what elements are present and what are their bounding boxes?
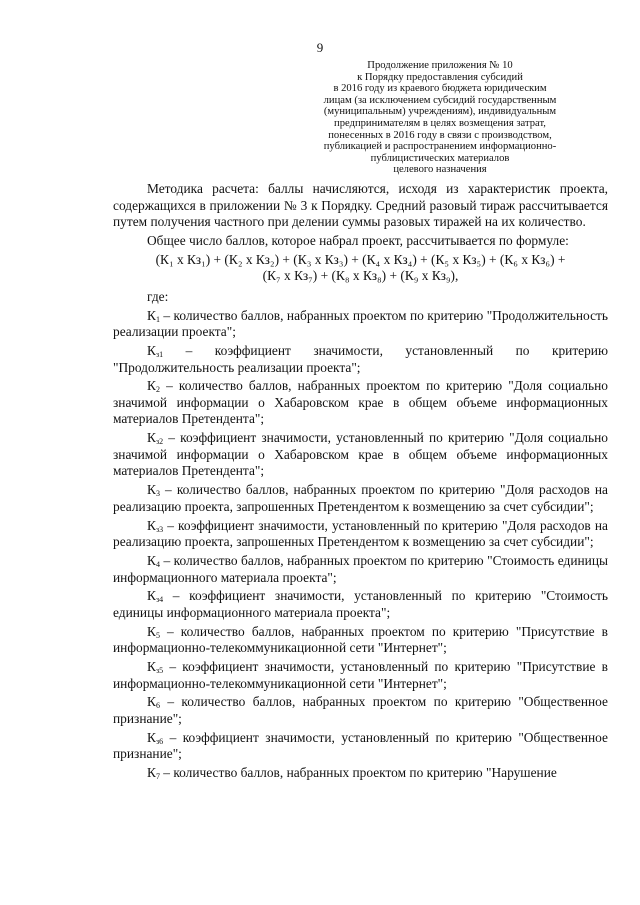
formula-line-2: (К₇ x Кз₇) + (К₈ x Кз₈) + (К₉ x Кз₉),: [262, 268, 459, 284]
coefficient-symbol: $К_{з2}$: [147, 430, 164, 447]
definition-text: – коэффициент значимости, установленный по критерию "Продолжительность реализации проекта";: [113, 342, 608, 375]
definition-text: – количество баллов, набранных проектом по критерию "Доля расходов на реализацию проекта, запрошенных Претендентом к возмещению за счет субсидии";: [113, 482, 608, 514]
annex-header-line: целевого назначения: [393, 164, 487, 176]
document-body: [113, 181, 608, 784]
annex-header-line: понесенных в 2016 году в связи с производством,: [328, 129, 552, 141]
formula-line-1: (К₁ x Кз₁) + (К₂ x Кз₂) + (К₃ x Кз₃) + (К₄ x Кз₄) + (К₅ x Кз₅) + (К₆ x Кз₆) +: [155, 251, 566, 267]
definition-item: [113, 308, 608, 341]
coefficient-symbol: $К_{з3}$: [147, 517, 164, 534]
score-formula: [113, 252, 608, 285]
definition-text: – количество баллов, набранных проектом по критерию "Продолжительность реализации проекта";: [113, 307, 608, 340]
coefficient-symbol: $К_7$: [147, 765, 160, 782]
definition-item: [113, 694, 608, 727]
definition-item: [113, 518, 608, 551]
definition-text: – коэффициент значимости, установленный по критерию "Доля социально значимой информации о Хабаровском крае в общем объеме информационных материалов Претендента";: [113, 430, 608, 479]
definition-item: [113, 378, 608, 428]
definition-text: – коэффициент значимости, установленный по критерию "Присутствие в информационно-телекоммуникационной сети "Интернет";: [113, 659, 608, 691]
annex-header-line: публикацией и распространением информационно-: [323, 141, 557, 153]
definition-text: – коэффициент значимости, установленный по критерию "Стоимость единицы информационного материала проекта";: [113, 588, 608, 620]
definition-item: [113, 588, 608, 621]
definition-item: [113, 765, 608, 782]
annex-header-line: Продолжение приложения № 10: [367, 60, 513, 71]
definition-item: [113, 430, 608, 480]
annex-header-line: лицам (за исключением субсидий государственным: [323, 94, 557, 106]
annex-header-line: (муниципальным) учреждениям), индивидуальным: [323, 106, 557, 118]
where-label: где:: [147, 288, 169, 304]
coefficient-symbol: $К_4$: [147, 552, 160, 569]
coefficient-symbol: $К_3$: [147, 482, 160, 499]
coefficient-symbol: $К_{з1}$: [147, 342, 164, 359]
definition-item: [113, 482, 608, 515]
definition-text: – количество баллов, набранных проектом по критерию "Нарушение: [163, 765, 557, 781]
formula-intro: Общее число баллов, которое набрал проект, рассчитывается по формуле:: [147, 232, 569, 248]
definition-text: – количество баллов, набранных проектом по критерию "Присутствие в информационно-телекоммуникационной сети "Интернет";: [113, 623, 608, 656]
definition-item: [113, 624, 608, 657]
definition-item: [113, 730, 608, 763]
definition-text: – коэффициент значимости, установленный по критерию "Доля расходов на реализацию проекта, запрошенных Претендентом к возмещению за счет субсидии";: [113, 517, 608, 550]
definition-item: [113, 659, 608, 692]
definition-text: – количество баллов, набранных проектом по критерию "Доля социально значимой информации о Хабаровском крае в общем объеме информационных материалов Претендента";: [113, 378, 608, 427]
coefficient-symbol: $К_2$: [147, 378, 160, 395]
definition-text: – количество баллов, набранных проектом по критерию "Общественное признание";: [113, 694, 608, 727]
definition-item: [113, 553, 608, 586]
coefficient-symbol: $К_{з5}$: [147, 659, 164, 676]
annex-header-line: в 2016 году из краевого бюджета юридическим: [333, 83, 547, 95]
definition-text: – количество баллов, набранных проектом по критерию "Стоимость единицы информационного материала проекта";: [113, 552, 609, 585]
coefficient-symbol: $К_5$: [147, 623, 160, 640]
annex-header-line: публицистических материалов: [370, 152, 510, 164]
annex-header-line: к Порядку предоставления субсидий: [357, 71, 523, 83]
definition-text: – коэффициент значимости, установленный по критерию "Общественное признание";: [113, 729, 608, 762]
page-number: 9: [316, 40, 324, 55]
coefficient-symbol: $К_{з4}$: [147, 588, 164, 605]
coefficient-symbol: $К_6$: [147, 694, 160, 711]
intro-paragraph: Методика расчета: баллы начисляются, исходя из характеристик проекта, содержащихся в приложении № 3 к Порядку. Средний разовый тираж рассчитывается путем получения частного при делении суммы разовых тиражей на их количество.: [113, 181, 608, 230]
coefficient-symbol: $К_1$: [147, 307, 160, 324]
definition-item: [113, 343, 608, 376]
annex-header: [300, 60, 580, 176]
annex-header-line: предпринимателям в целях возмещения затрат,: [334, 117, 546, 129]
coefficient-symbol: $К_{з6}$: [147, 729, 164, 746]
